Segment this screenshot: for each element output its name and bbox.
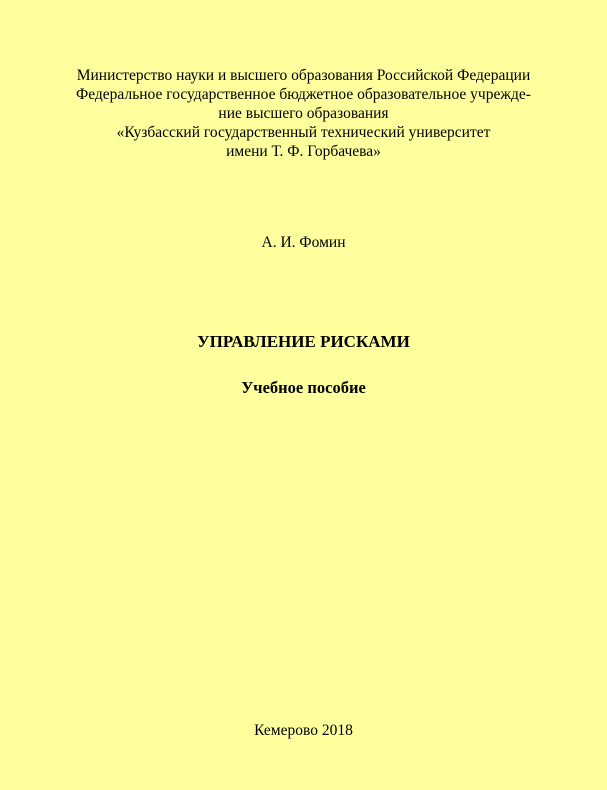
university-line-2: имени Т. Ф. Горбачева» (226, 143, 381, 160)
author-name: А. И. Фомин (261, 234, 346, 251)
document-title: УПРАВЛЕНИЕ РИСКАМИ (197, 332, 410, 351)
university-line-1: «Кузбасский государственный технический университет (116, 124, 491, 141)
institution-line-2: ние высшего образования (218, 105, 389, 122)
document-subtitle: Учебное пособие (241, 378, 366, 397)
institution-header (0, 66, 607, 161)
ministry-line: Министерство науки и высшего образования Российской Федерации (76, 67, 531, 84)
institution-line-1: Федеральное государственное бюджетное образовательное учрежде- (76, 86, 531, 103)
city-year: Кемерово 2018 (254, 722, 353, 739)
